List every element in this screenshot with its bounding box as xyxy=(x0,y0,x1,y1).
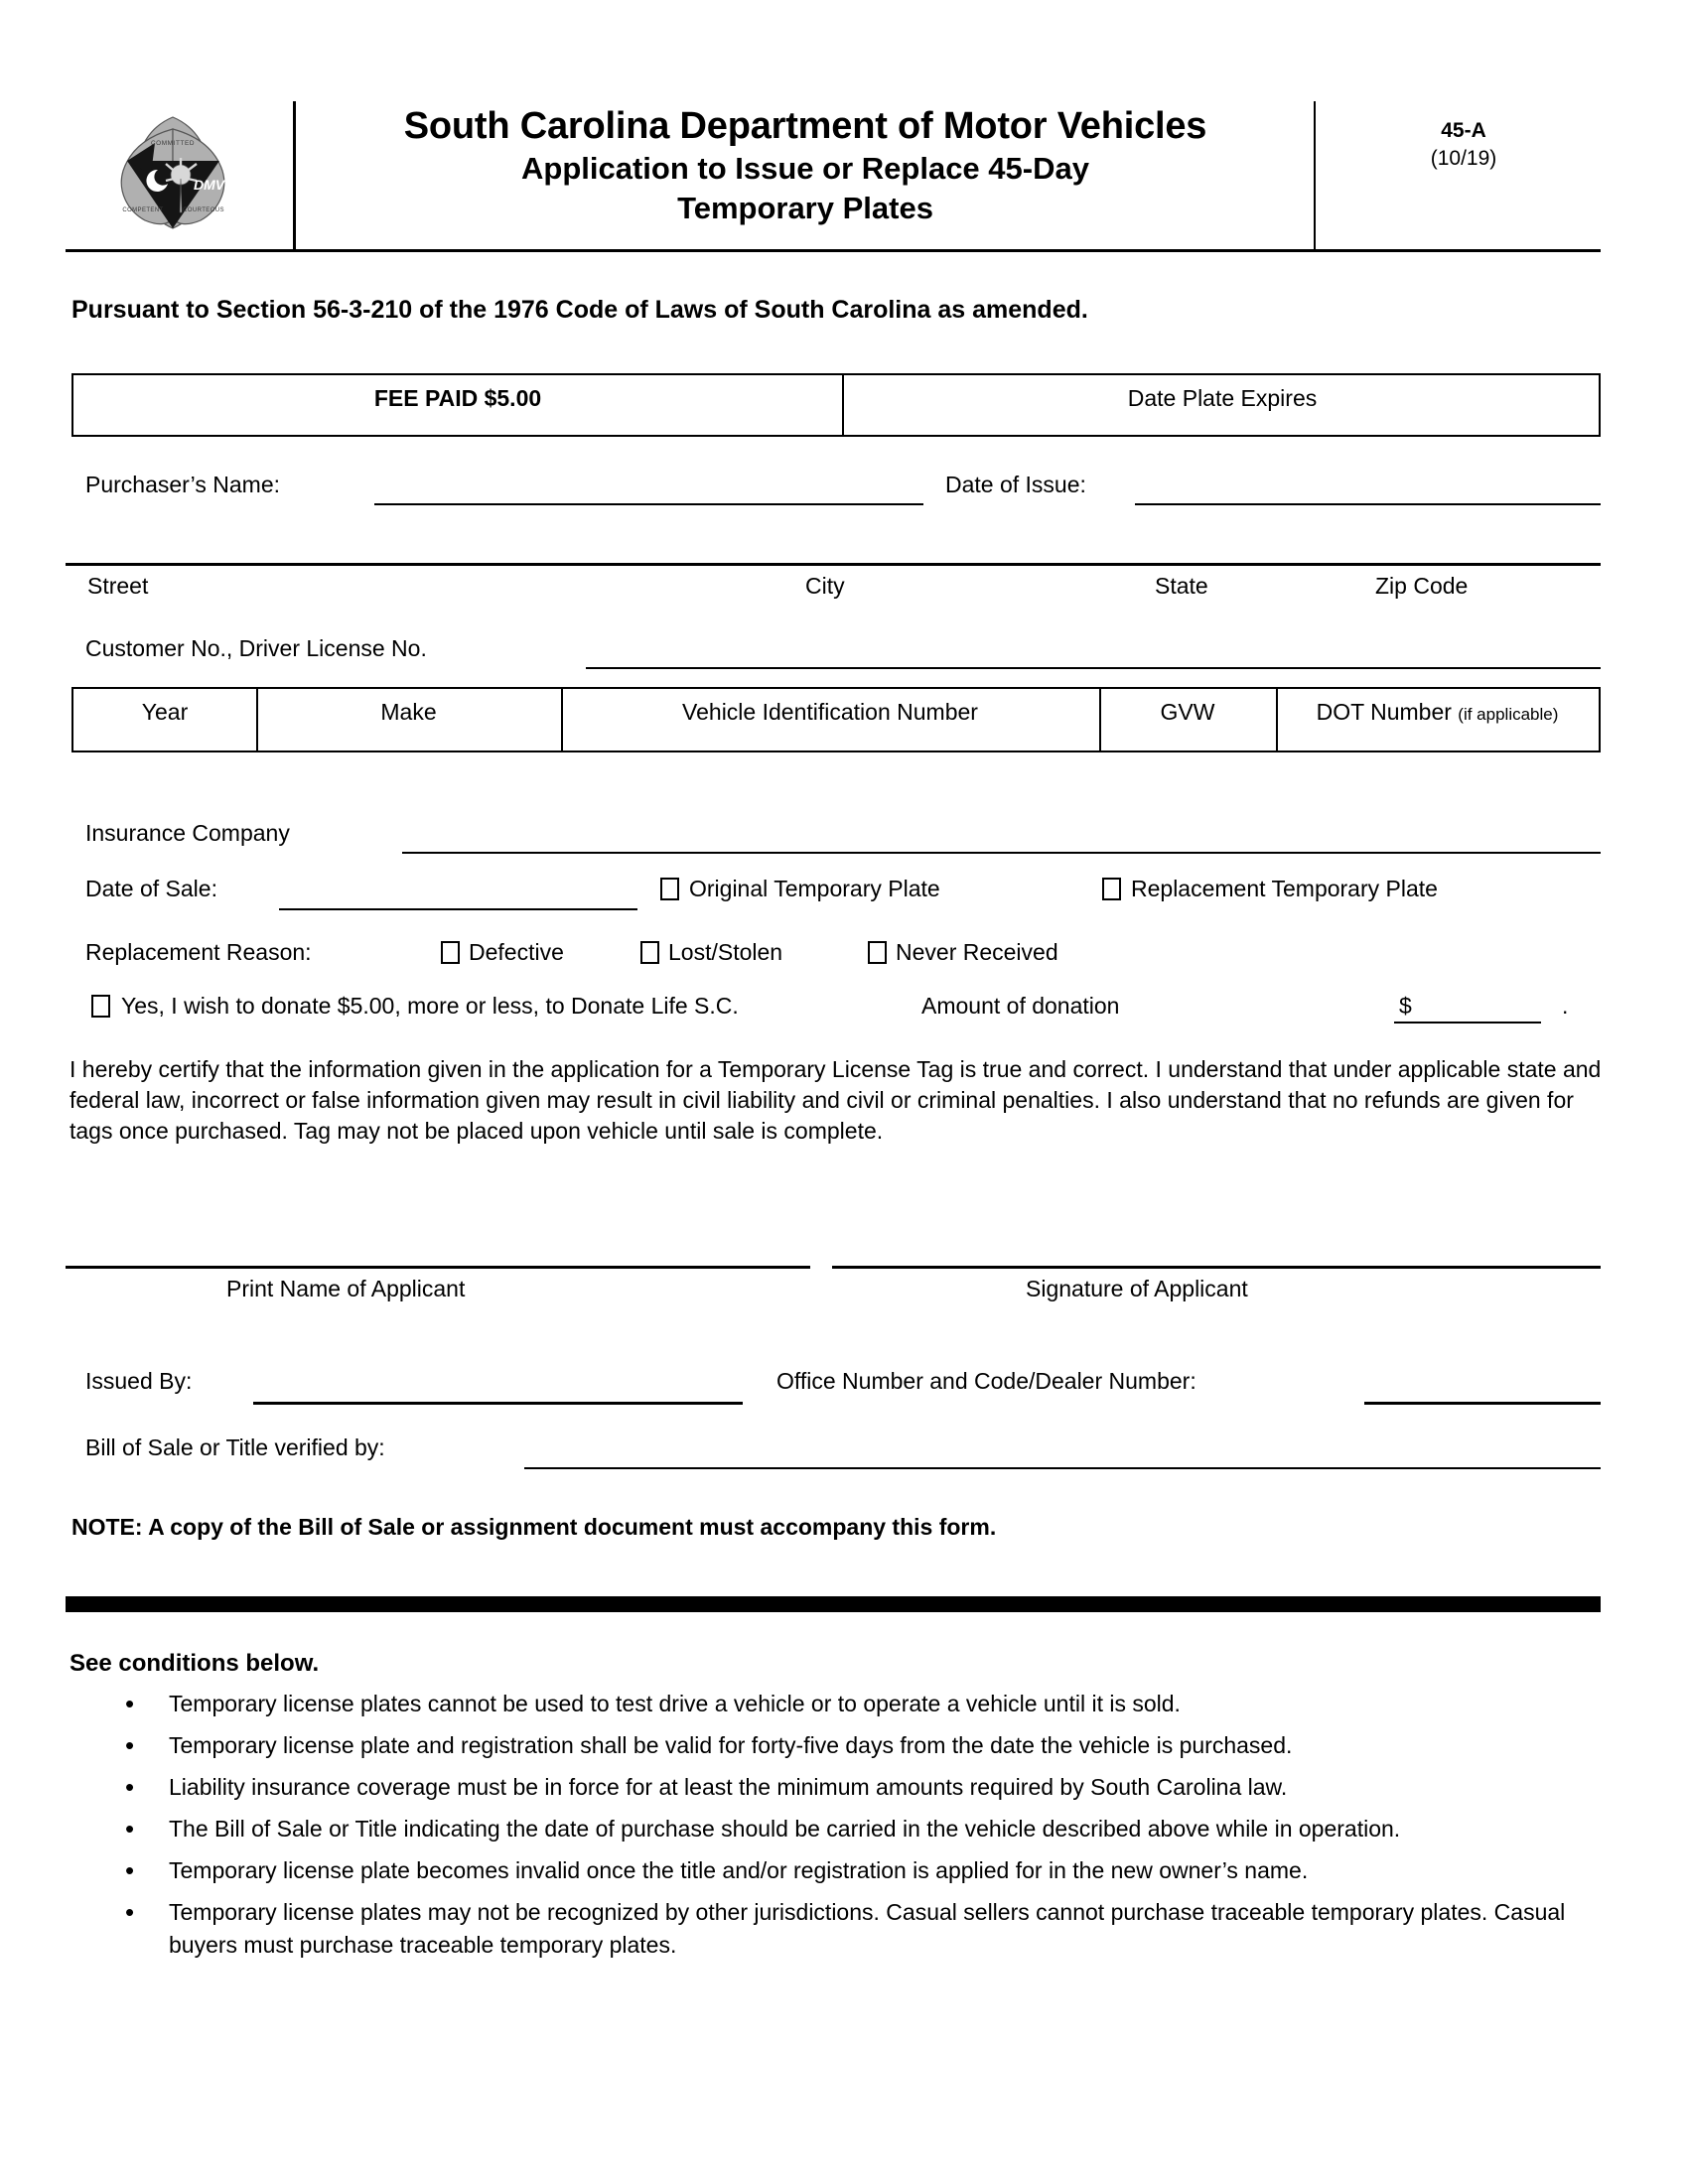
form-revision-date: (10/19) xyxy=(1430,147,1497,170)
purchasers-name-input[interactable] xyxy=(374,503,923,505)
print-name-input[interactable] xyxy=(66,1266,810,1269)
donation-consent-checkbox[interactable] xyxy=(91,995,110,1018)
donation-amount-input[interactable] xyxy=(1394,1022,1541,1024)
office-number-input[interactable] xyxy=(1364,1402,1601,1405)
bullet-icon: • xyxy=(125,1855,135,1885)
street-label: Street xyxy=(87,573,149,599)
condition-text: Temporary license plates may not be recognized by other jurisdictions. Casual sellers cannot purchase traceable temporary plates. Casual buyers must purchase traceable temporary plates. xyxy=(169,1899,1566,1958)
bullet-icon: • xyxy=(125,1897,135,1927)
column-header-gvw: GVW xyxy=(1160,699,1215,725)
customer-number-label: Customer No., Driver License No. xyxy=(85,635,427,661)
form-title-line-1: Application to Issue or Replace 45-Day xyxy=(521,151,1089,186)
header-divider-left xyxy=(293,101,296,249)
date-of-issue-input[interactable] xyxy=(1135,503,1601,505)
replacement-reason-defective-checkbox[interactable] xyxy=(441,941,460,964)
customer-number-input[interactable] xyxy=(586,667,1601,669)
section-divider-bar xyxy=(66,1596,1601,1612)
header-title-block xyxy=(304,103,1307,228)
fee-paid-label: FEE PAID $5.00 xyxy=(373,385,542,411)
bullet-icon: • xyxy=(125,1689,135,1718)
condition-item xyxy=(70,1813,1604,1845)
logo-word-competent: COMPETENT xyxy=(122,207,164,213)
date-of-sale-label: Date of Sale: xyxy=(85,876,217,901)
condition-text: Liability insurance coverage must be in force for at least the minimum amounts required by South Carolina law. xyxy=(169,1774,1288,1800)
dot-number-text: DOT Number xyxy=(1316,699,1459,725)
date-of-issue-label: Date of Issue: xyxy=(945,472,1086,497)
column-header-year: Year xyxy=(141,699,189,725)
replacement-reason-label: Replacement Reason: xyxy=(85,939,312,965)
insurance-company-input[interactable] xyxy=(402,852,1601,854)
replacement-temporary-plate-checkbox[interactable] xyxy=(1102,878,1121,900)
zip-code-label: Zip Code xyxy=(1375,573,1469,599)
signature-input[interactable] xyxy=(832,1266,1601,1269)
donation-amount-label: Amount of donation xyxy=(921,993,1120,1019)
print-name-label: Print Name of Applicant xyxy=(226,1276,466,1301)
condition-item xyxy=(70,1771,1604,1804)
purchasers-name-label: Purchaser’s Name: xyxy=(85,472,281,497)
bill-of-sale-verified-input[interactable] xyxy=(524,1467,1601,1469)
condition-item xyxy=(70,1854,1604,1887)
conditions-list xyxy=(70,1688,1604,1971)
column-header-dot-number xyxy=(1276,699,1599,726)
original-temporary-plate-checkbox[interactable] xyxy=(660,878,679,900)
replacement-reason-never-received-checkbox[interactable] xyxy=(868,941,887,964)
note-text: NOTE: A copy of the Bill of Sale or assignment document must accompany this form. xyxy=(71,1514,997,1540)
scdmv-logo xyxy=(111,113,235,232)
form-number-block xyxy=(1327,117,1601,173)
form-number: 45-A xyxy=(1441,119,1486,142)
donation-trailing-period: . xyxy=(1562,993,1569,1019)
donation-consent-label: Yes, I wish to donate $5.00, more or less, to Donate Life S.C. xyxy=(121,993,739,1019)
bullet-icon: • xyxy=(125,1772,135,1802)
issued-by-input[interactable] xyxy=(253,1402,743,1405)
conditions-title: See conditions below. xyxy=(70,1650,320,1677)
city-label: City xyxy=(805,573,845,599)
replacement-reason-lost-stolen-checkbox[interactable] xyxy=(640,941,659,964)
pursuant-statement: Pursuant to Section 56-3-210 of the 1976 Code of Laws of South Carolina as amended. xyxy=(71,296,1088,324)
signature-label: Signature of Applicant xyxy=(1026,1276,1248,1301)
condition-item xyxy=(70,1896,1604,1962)
condition-text: The Bill of Sale or Title indicating the date of purchase should be carried in the vehicle described above while in operation. xyxy=(169,1816,1401,1842)
logo-dmv-text: DMV xyxy=(194,177,225,193)
condition-text: Temporary license plate and registration shall be valid for forty-five days from the date the vehicle is purchased. xyxy=(169,1732,1293,1758)
condition-text: Temporary license plate becomes invalid once the title and/or registration is applied for in the new owner’s name. xyxy=(169,1857,1309,1883)
date-plate-expires-label: Date Plate Expires xyxy=(1127,385,1318,411)
fee-and-expiry-box xyxy=(71,373,1601,437)
date-of-sale-input[interactable] xyxy=(279,908,637,910)
dot-number-note: (if applicable) xyxy=(1458,705,1559,724)
address-input[interactable] xyxy=(66,563,1601,566)
replacement-temporary-plate-label: Replacement Temporary Plate xyxy=(1131,876,1438,901)
logo-word-committed: COMMITTED xyxy=(150,140,196,147)
bill-of-sale-verified-label: Bill of Sale or Title verified by: xyxy=(85,1434,385,1460)
donation-currency-symbol: $ xyxy=(1399,993,1412,1019)
column-header-vin: Vehicle Identification Number xyxy=(682,699,978,725)
insurance-company-label: Insurance Company xyxy=(85,820,290,846)
logo-word-courteous: COURTEOUS xyxy=(183,207,224,213)
form-title-line-2: Temporary Plates xyxy=(677,191,933,225)
agency-title: South Carolina Department of Motor Vehicles xyxy=(403,105,1207,147)
column-header-make: Make xyxy=(380,699,437,725)
form-header xyxy=(66,95,1601,252)
condition-item xyxy=(70,1688,1604,1720)
replacement-reason-defective-label: Defective xyxy=(469,939,564,965)
office-number-label: Office Number and Code/Dealer Number: xyxy=(776,1368,1196,1394)
condition-text: Temporary license plates cannot be used to test drive a vehicle or to operate a vehicle until it is sold. xyxy=(169,1691,1181,1716)
certification-paragraph: I hereby certify that the information given in the application for a Temporary License Tag is true and correct. I understand that under applicable state and federal law, incorrect or false information given may result in civil liability and civil or criminal penalties. I also understand that no refunds are given for tags once purchased. Tag may not be placed upon vehicle until sale is complete. xyxy=(70,1056,1602,1144)
bullet-icon: • xyxy=(125,1730,135,1760)
issued-by-label: Issued By: xyxy=(85,1368,193,1394)
replacement-reason-lost-stolen-label: Lost/Stolen xyxy=(668,939,783,965)
vehicle-information-table xyxy=(71,687,1601,752)
state-label: State xyxy=(1155,573,1208,599)
replacement-reason-never-received-label: Never Received xyxy=(896,939,1058,965)
header-divider-right xyxy=(1314,101,1316,249)
header-logo-cell xyxy=(66,95,292,249)
original-temporary-plate-label: Original Temporary Plate xyxy=(689,876,940,901)
condition-item xyxy=(70,1729,1604,1762)
bullet-icon: • xyxy=(125,1814,135,1843)
